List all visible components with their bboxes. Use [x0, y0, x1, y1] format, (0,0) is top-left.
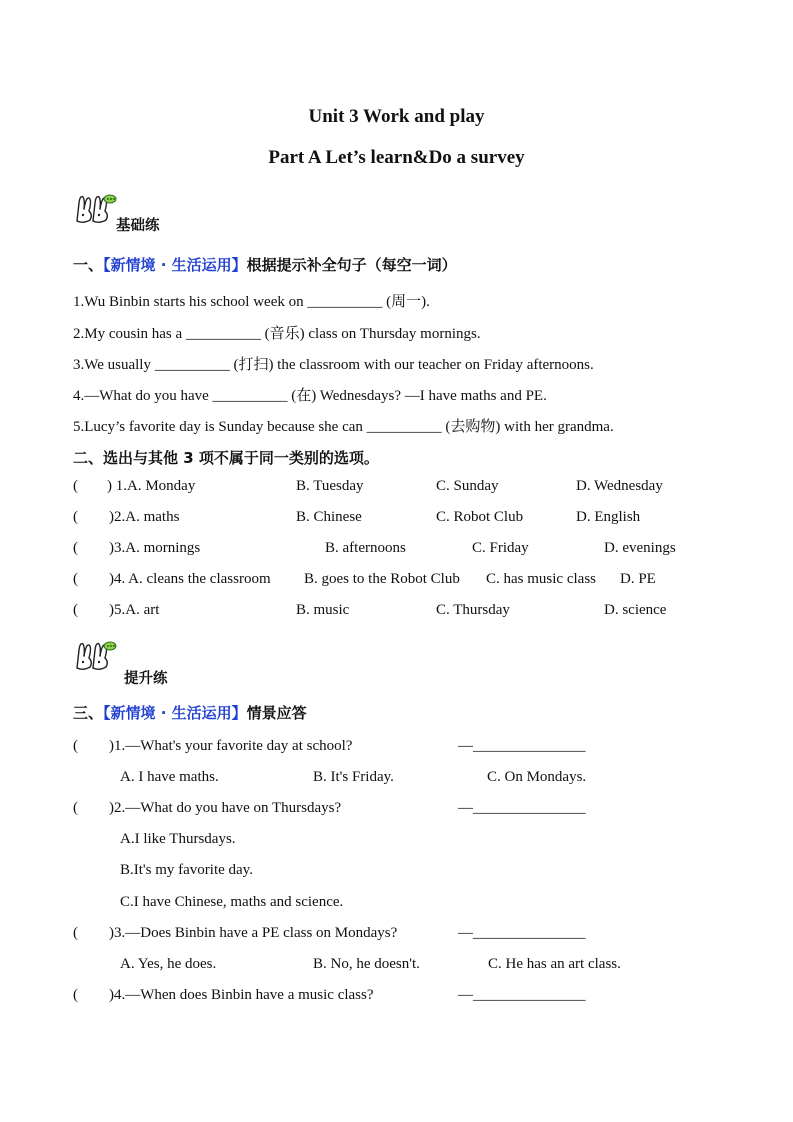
- s3-q4-paren: (: [73, 987, 78, 1003]
- s2-row-3-c: C. Friday: [472, 540, 529, 556]
- bunny-mascot-icon-2: [73, 638, 117, 672]
- page-subtitle: Part A Let’s learn&Do a survey: [268, 147, 525, 168]
- advanced-practice-label: 提升练: [124, 671, 168, 687]
- s2-row-3-d: D. evenings: [604, 540, 676, 556]
- section-1-tag: 【新情境 · 生活运用】: [103, 256, 247, 274]
- s3-q3-paren: (: [73, 925, 78, 941]
- s2-row-4-d: D. PE: [620, 571, 656, 587]
- s1-item-3: 3.We usually __________ (打扫) the classroom with our teacher on Friday afternoons.: [73, 357, 594, 373]
- s2-row-4-b: B. goes to the Robot Club: [304, 571, 460, 587]
- s3-q2-question: )2.—What do you have on Thursdays?: [109, 800, 342, 816]
- s3-q1-option-c: C. On Mondays.: [487, 769, 587, 785]
- page-title: Unit 3 Work and play: [308, 106, 485, 127]
- section-3-prefix: 三、: [73, 704, 104, 722]
- s2-row-1-c: C. Sunday: [436, 478, 499, 494]
- s2-row-2-d: D. English: [576, 509, 641, 525]
- s3-q1-question: )1.—What's your favorite day at school?: [109, 738, 353, 754]
- s3-q3-option-b: B. No, he doesn't.: [313, 956, 420, 972]
- s3-q2-option-c: C.I have Chinese, maths and science.: [120, 894, 344, 910]
- s2-row-5-c: C. Thursday: [436, 602, 510, 618]
- s2-row-2-a: )2.A. maths: [109, 509, 180, 525]
- bunny-mascot-icon: [73, 191, 117, 225]
- s3-q1-option-a: A. I have maths.: [120, 769, 219, 785]
- s1-item-1: 1.Wu Binbin starts his school week on __________ (周一).: [73, 294, 430, 310]
- s3-q2-answer-blank: —_______________: [458, 800, 586, 816]
- s2-row-3-paren: (: [73, 540, 78, 556]
- section-1-heading: [73, 254, 457, 275]
- section-1-title: 根据提示补全句子（每空一词）: [246, 256, 457, 274]
- s3-q3-answer-blank: —_______________: [458, 925, 586, 941]
- s2-row-1-d: D. Wednesday: [576, 478, 663, 494]
- section-3-tag: 【新情境 · 生活运用】: [103, 704, 247, 722]
- s3-q4-answer-blank: —_______________: [458, 987, 586, 1003]
- s1-item-4: 4.—What do you have __________ (在) Wednesdays? —I have maths and PE.: [73, 388, 547, 404]
- s2-row-1-paren: (: [73, 478, 78, 494]
- s1-item-2: 2.My cousin has a __________ (音乐) class on Thursday mornings.: [73, 326, 481, 342]
- s2-row-4-c: C. has music class: [486, 571, 596, 587]
- s3-q3-option-a: A. Yes, he does.: [120, 956, 217, 972]
- s2-row-1-b: B. Tuesday: [296, 478, 364, 494]
- s2-row-5-a: )5.A. art: [109, 602, 160, 618]
- s2-row-2-b: B. Chinese: [296, 509, 362, 525]
- s2-row-4-a: )4. A. cleans the classroom: [109, 571, 271, 587]
- s3-q2-option-b: B.It's my favorite day.: [120, 862, 253, 878]
- s1-item-5: 5.Lucy’s favorite day is Sunday because she can __________ (去购物) with her grandma.: [73, 419, 614, 435]
- s3-q2-option-a: A.I like Thursdays.: [120, 831, 236, 847]
- s2-row-2-c: C. Robot Club: [436, 509, 524, 525]
- section-1-prefix: 一、: [73, 256, 104, 274]
- basic-practice-label: 基础练: [116, 218, 160, 234]
- s3-q1-answer-blank: —_______________: [458, 738, 586, 754]
- section-3-title: 情景应答: [246, 704, 307, 722]
- section-2-heading: 二、选出与其他 3 项不属于同一类别的选项。: [73, 449, 379, 467]
- s2-row-5-paren: (: [73, 602, 78, 618]
- s3-q4-question: )4.—When does Binbin have a music class?: [109, 987, 374, 1003]
- section-3-heading: [73, 702, 307, 723]
- s3-q1-paren: (: [73, 738, 78, 754]
- s3-q2-paren: (: [73, 800, 78, 816]
- s2-row-5-b: B. music: [296, 602, 350, 618]
- s2-row-5-d: D. science: [604, 602, 667, 618]
- s2-row-3-b: B. afternoons: [325, 540, 406, 556]
- s2-row-2-paren: (: [73, 509, 78, 525]
- s3-q3-option-c: C. He has an art class.: [488, 956, 621, 972]
- s2-row-3-a: )3.A. mornings: [109, 540, 201, 556]
- s2-row-4-paren: (: [73, 571, 78, 587]
- s3-q3-question: )3.—Does Binbin have a PE class on Mondays?: [109, 925, 398, 941]
- s2-row-1-a: ) 1.A. Monday: [107, 478, 196, 494]
- s3-q1-option-b: B. It's Friday.: [313, 769, 394, 785]
